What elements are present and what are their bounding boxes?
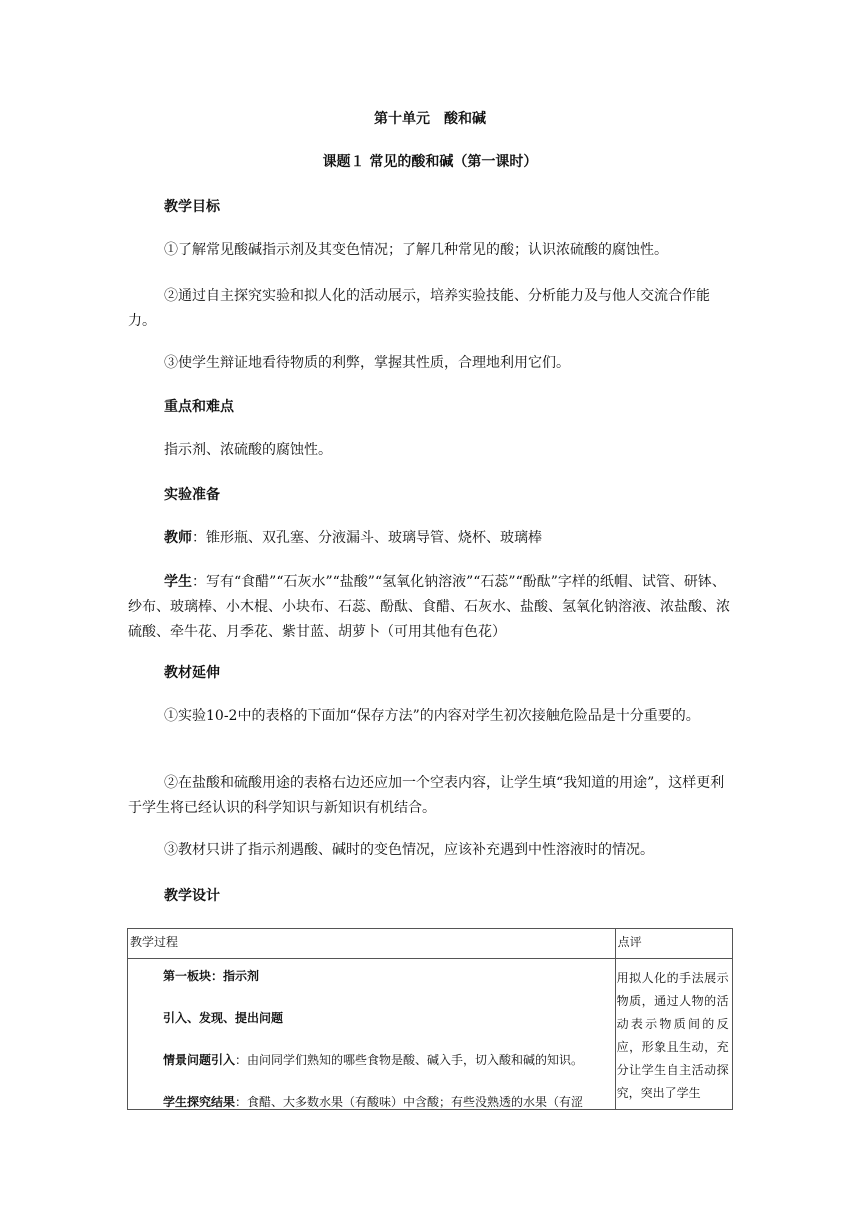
result-label: 学生探究结果	[163, 1095, 236, 1109]
extension-3: ③教材只讲了指示剂遇酸、碱时的变色情况，应该补充遇到中性溶液时的情况。	[164, 842, 654, 858]
objective-3: ③使学生辩证地看待物质的利弊，掌握其性质，合理地利用它们。	[164, 355, 570, 371]
unit-title: 第十单元 酸和碱	[374, 111, 486, 127]
scene-label: 情景问题引入	[163, 1053, 236, 1067]
teacher-prep	[128, 526, 732, 551]
objective-1: ①了解常见酸碱指示剂及其变色情况；了解几种常见的酸；认识浓硫酸的腐蚀性。	[164, 242, 668, 258]
block-title: 第一板块：指示剂	[163, 969, 260, 983]
student-prep	[128, 570, 732, 645]
process-cell	[128, 959, 616, 1110]
comment-cell	[615, 959, 732, 1110]
objective-2: ②通过自主探究实验和拟人化的活动展示，培养实验技能、分析能力及与他人交流合作能力。	[128, 288, 710, 329]
teacher-label: 教师	[164, 530, 192, 546]
extension-2: ②在盐酸和硫酸用途的表格右边还应加一个空表内容，让学生填“我知道的用途”，这样更利于学生将已经认识的科学知识与新知识有机结合。	[128, 775, 725, 816]
table-row	[128, 959, 733, 1110]
design-table	[127, 928, 733, 1110]
result-text: ：食醋、大多数水果（有酸味）中含酸；有些没熟透的水果（有涩	[235, 1095, 584, 1109]
student-result	[163, 1093, 583, 1110]
header-process: 教学过程	[128, 929, 616, 959]
teacher-text: ：锥形瓶、双孔塞、分液漏斗、玻璃导管、烧杯、玻璃棒	[192, 530, 542, 546]
extension-1: ①实验10-2中的表格的下面加“保存方法”的内容对学生初次接触危险品是十分重要的。	[164, 708, 700, 724]
extension-heading: 教材延伸	[164, 665, 220, 681]
comment-text: 用拟人化的手法展示物质，通过人物的活动表示物质间的反应，形象且生动，充分让学生自主活动探究，突出了学生	[616, 971, 729, 1100]
key-text: 指示剂、浓硫酸的腐蚀性。	[164, 442, 332, 458]
design-heading: 教学设计	[164, 888, 220, 904]
key-heading: 重点和难点	[164, 399, 234, 415]
scene-intro	[163, 1051, 583, 1069]
intro-title: 引入、发现、提出问题	[163, 1011, 284, 1025]
prep-heading: 实验准备	[164, 487, 220, 503]
objectives-heading: 教学目标	[164, 199, 220, 215]
scene-text: ：由问同学们熟知的哪些食物是酸、碱入手，切入酸和碱的知识。	[235, 1053, 584, 1067]
student-label: 学生	[164, 574, 192, 590]
student-text: ：写有“食醋”“石灰水”“盐酸”“氢氧化钠溶液”“石蕊”“酚酞”字样的纸帽、试管、研钵、纱布、玻璃棒、小木棍、小块布、石蕊、酚酞、食醋、石灰水、盐酸、氢氧化钠溶液、浓盐酸、浓硫酸、牵牛花、月季花、紫甘蓝、胡萝卜（可用其他有色花）	[128, 574, 730, 640]
table-header-row	[128, 929, 733, 959]
header-comment: 点评	[615, 929, 732, 959]
lesson-title: 课题１ 常见的酸和碱（第一课时）	[322, 154, 538, 170]
